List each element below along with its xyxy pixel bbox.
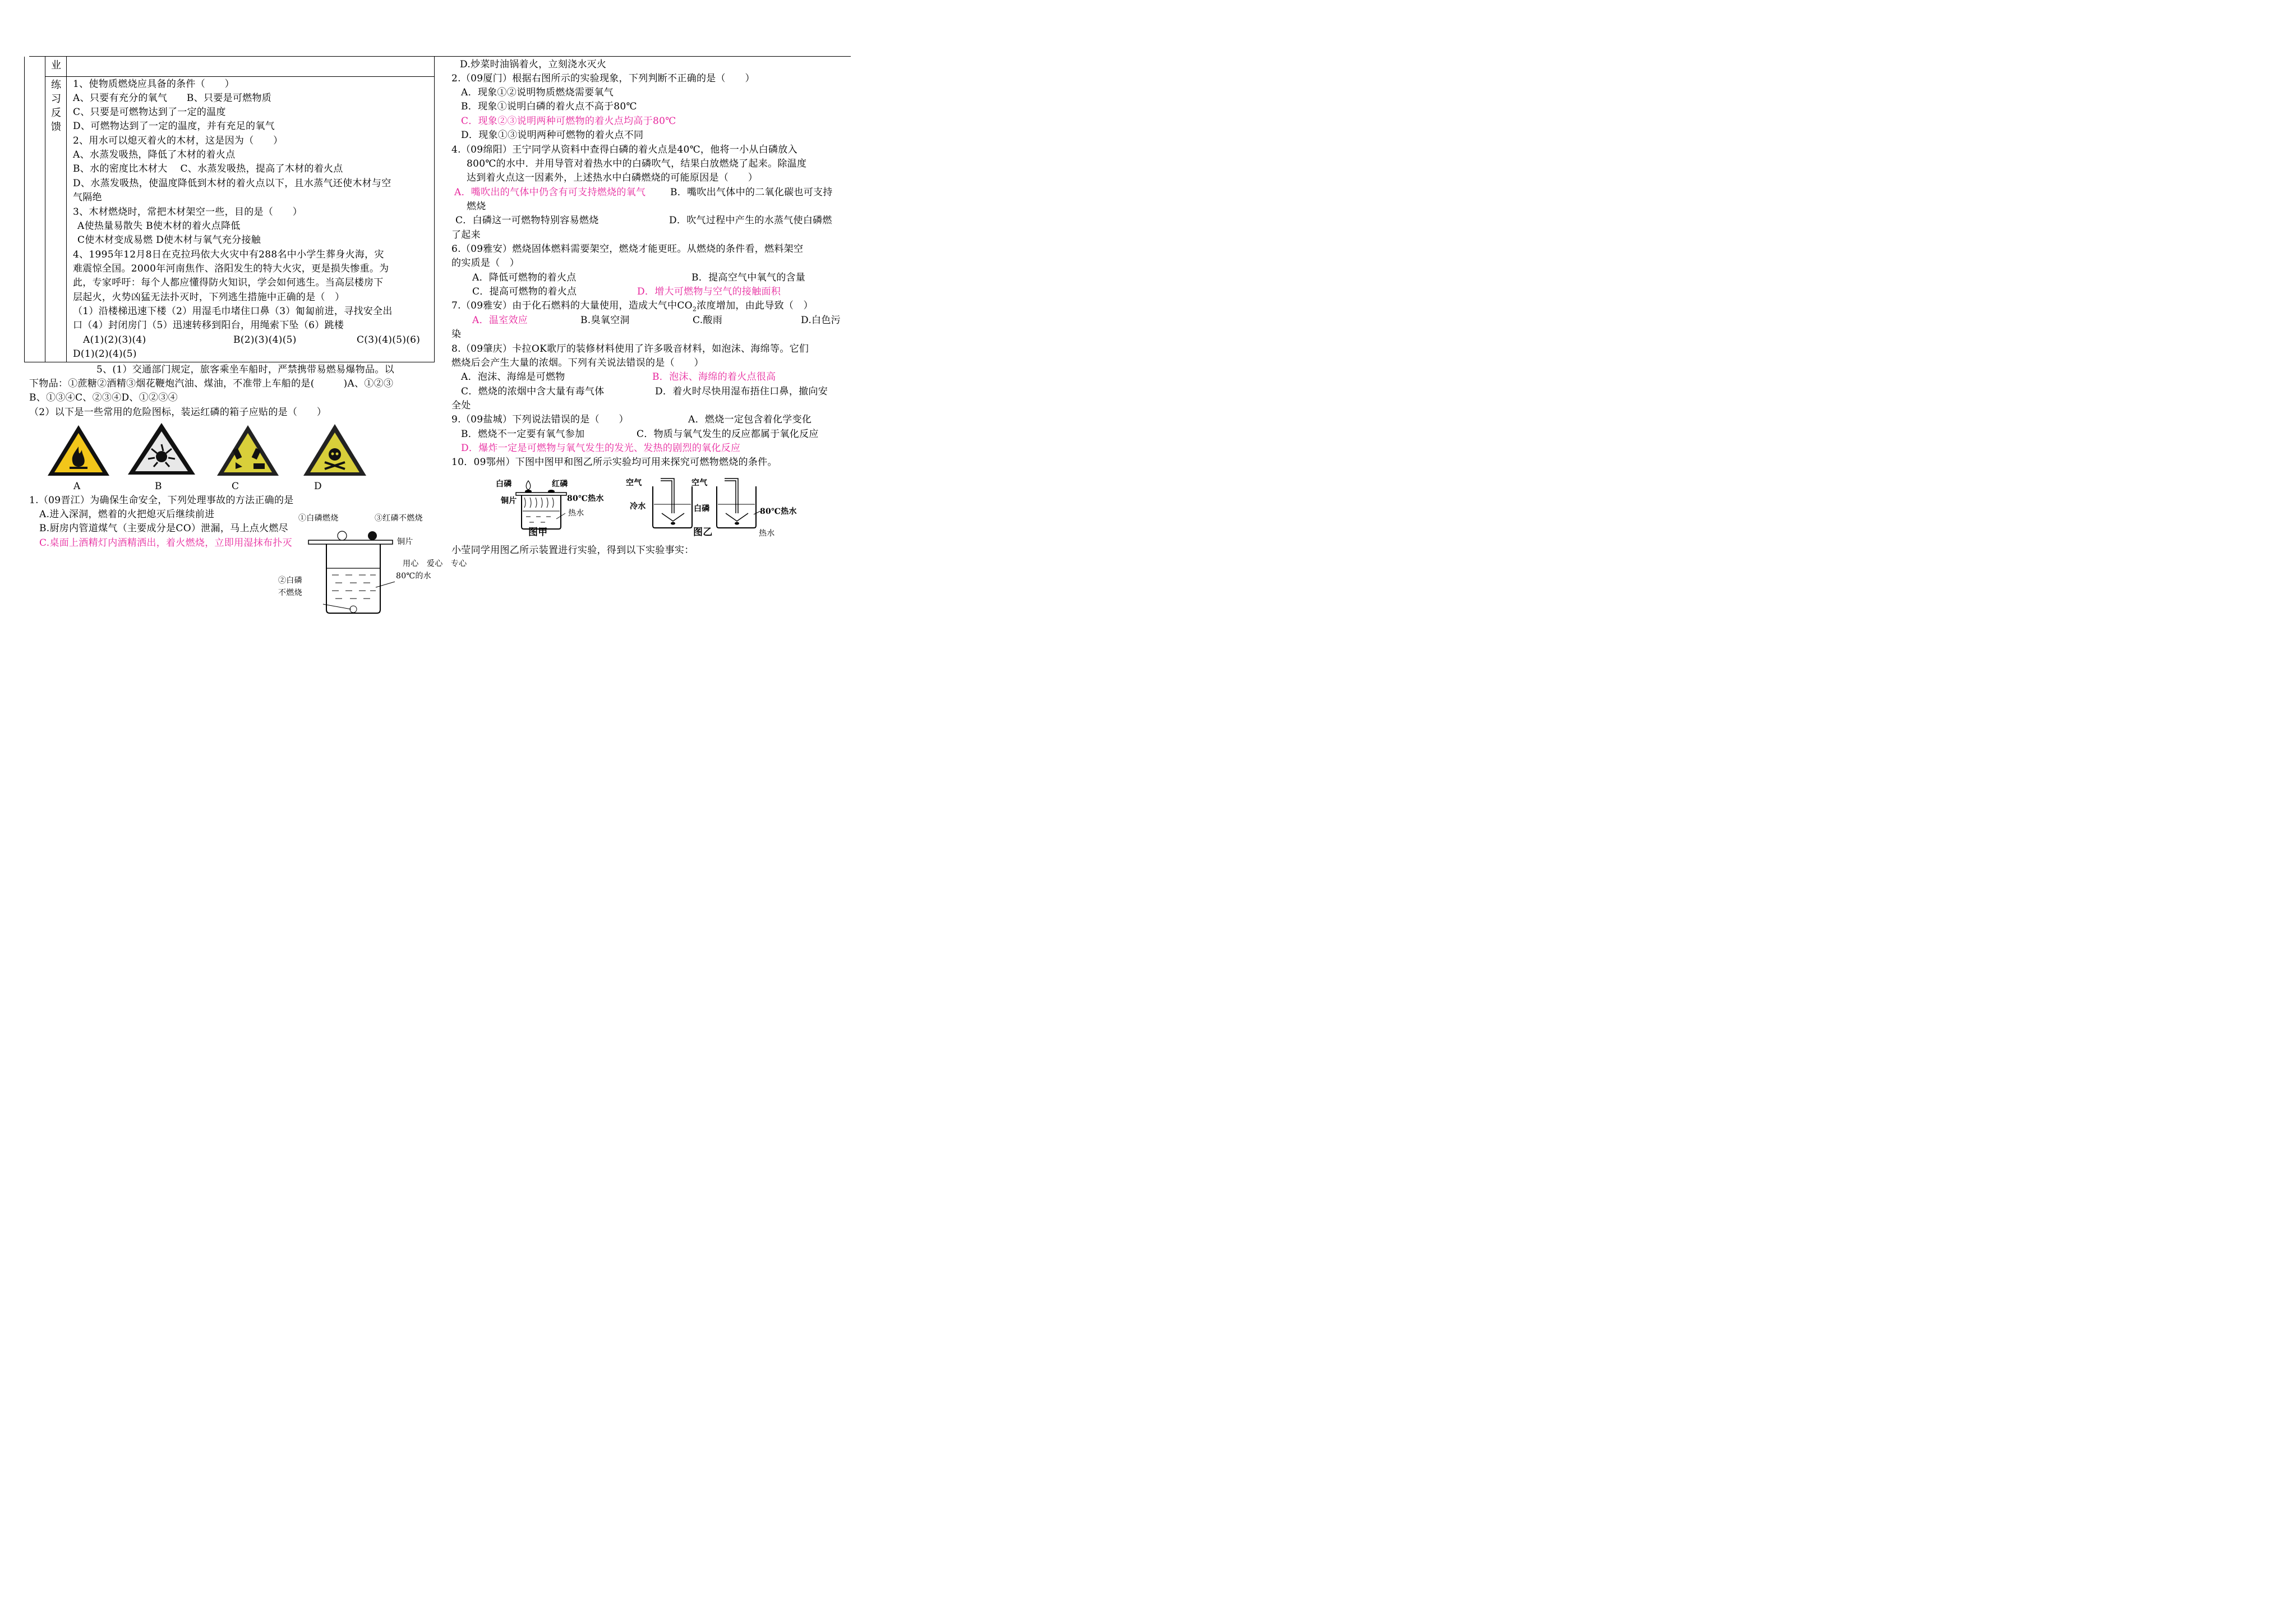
r4-option-d: D．吹气过程中产生的水蒸气使白磷燃 <box>669 215 832 226</box>
question-1: 1、使物质燃烧应具备的条件（ ） <box>73 79 234 90</box>
label-copper: 铜片 <box>397 537 413 546</box>
jia-caption: 图甲 <box>528 527 548 538</box>
q2-option-d: D、水蒸发吸热，使温度降低到木材的着火点以下，且水蒸气还使木材与空 <box>73 178 391 189</box>
q1-option-d: D、可燃物达到了一定的温度，并有充足的氧气 <box>73 121 275 132</box>
jia-label-copper: 铜片 <box>501 496 517 505</box>
r4-option-c: C．白磷这一可燃物特别容易燃烧 <box>455 215 599 226</box>
question-4-line3: 此，专家呼吁：每个人都应懂得防火知识，学会如何逃生。当高层楼房下 <box>73 277 384 288</box>
question-4-line5: （1）沿楼梯迅速下楼（2）用湿毛巾堵住口鼻（3）匍匐前进，寻找安全出 <box>73 306 393 317</box>
table-right-border <box>434 57 435 362</box>
yi-label-air-right: 空气 <box>691 479 708 487</box>
label-red-noburn: ③红磷不燃烧 <box>375 514 423 523</box>
q4-option-a: A(1)(2)(3)(4) <box>83 334 146 346</box>
practice-q1: 1.（09晋江）为确保生命安全，下列处理事故的方法正确的是 <box>29 495 294 506</box>
yi-label-cold: 冷水 <box>630 502 646 511</box>
right-question-10: 10．09鄂州）下图中图甲和图乙所示实验均可用来探究可燃物燃烧的条件。 <box>451 457 777 468</box>
r4-option-d-cont: 了起来 <box>451 229 481 241</box>
right-q1-d: D.炒菜时油锅着火，立刻浇水灭火 <box>460 59 607 70</box>
r7-option-b: B.臭氧空洞 <box>580 315 630 326</box>
question-5-line3: B、①③④C、②③④D、①②③④ <box>29 392 178 403</box>
r7-option-d-cont: 染 <box>451 329 462 340</box>
r6-option-b: B．提高空气中氧气的含量 <box>691 272 806 283</box>
r2-option-d: D．现象①③说明两种可燃物的着火点不同 <box>461 130 644 141</box>
row-label-kui: 馈 <box>51 121 61 133</box>
r4-option-a-answer: A．嘴吹出的气体中仍含有可支持燃烧的氧气 <box>454 187 646 198</box>
q2-option-d-cont: 气隔绝 <box>73 192 102 203</box>
jia-label-hot80: 80℃热水 <box>567 494 604 503</box>
right-question-4-line1: 4.（09绵阳）王宁同学从资料中查得白磷的着火点是40℃，他将一小从白磷放入 <box>451 144 797 155</box>
jia-label-hot: 热水 <box>568 509 584 518</box>
row-label-ye: 业 <box>51 59 61 71</box>
q4-option-c: C(3)(4)(5)(6) <box>357 334 421 346</box>
sign-label-c: C <box>232 481 239 492</box>
right-last-line: 小莹同学用图乙所示装置进行实验，得到以下实验事实： <box>451 545 694 556</box>
r7-option-c: C.酸雨 <box>693 315 723 326</box>
question-4-line4: 层起火，火势凶猛无法扑灭时，下列逃生措施中正确的是（ ） <box>73 292 345 303</box>
r8-option-c: C．燃烧的浓烟中含大量有毒气体 <box>461 386 605 397</box>
r7-co2-subscript: 2 <box>692 305 697 313</box>
question-3: 3、木材燃烧时，常把木材架空一些，目的是（ ） <box>73 206 303 218</box>
table-left-border <box>24 57 25 362</box>
sign-label-d: D <box>314 481 322 492</box>
question-5-line4: （2）以下是一些常用的危险图标，装运红磷的箱子应贴的是（ ） <box>29 407 327 418</box>
r6-option-d-answer: D．增大可燃物与空气的接触面积 <box>637 286 781 297</box>
r6-option-a: A．降低可燃物的着火点 <box>472 272 577 283</box>
r9-option-c: C．物质与氧气发生的反应都属于氧化反应 <box>637 429 819 440</box>
r8-option-d-cont: 全处 <box>451 400 471 411</box>
right-question-2: 2.（09厦门）根据右图所示的实验现象，下列判断不正确的是（ ） <box>451 73 755 84</box>
yi-caption: 图乙 <box>693 527 713 538</box>
question-5-line1: 5、(1）交通部门规定，旅客乘坐车船时，严禁携带易燃易爆物品。以 <box>96 364 394 375</box>
r2-option-a: A．现象①②说明物质燃烧需要氧气 <box>461 87 614 98</box>
yi-label-hot: 热水 <box>759 529 775 538</box>
phosphorus-beaker-figure <box>303 525 404 614</box>
q2-options-bc: B、水的密度比木材大 C、水蒸发吸热，提高了木材的着火点 <box>73 163 343 174</box>
row-label-xi: 习 <box>51 93 61 105</box>
r6-option-c: C．提高可燃物的着火点 <box>472 286 577 297</box>
label-white-under: ②白磷 <box>278 576 302 585</box>
right-question-6-line2: 的实质是（ ） <box>451 257 520 269</box>
question-4-line1: 4、1995年12月8日在克拉玛依大火灾中有288名中小学生葬身火海，灾 <box>73 249 384 260</box>
question-4-line2: 难震惊全国。2000年河南焦作、洛阳发生的特大火灾，更是损失惨重。为 <box>73 263 389 274</box>
toxic-sign-icon <box>303 424 366 476</box>
r7-option-a-answer: A．温室效应 <box>472 315 528 326</box>
right-question-4-line2: 800℃的水中．并用导管对着热水中的白磷吹气，结果白放燃烧了起来。除温度 <box>467 158 807 169</box>
q1-option-c: C、只要是可燃物达到了一定的温度 <box>73 107 226 118</box>
practice-q1-c-answer: C.桌面上酒精灯内酒精洒出，着火燃烧，立即用湿抹布扑灭 <box>39 537 292 549</box>
r8-option-d: D．着火时尽快用湿布捂住口鼻，撤向安 <box>655 386 828 397</box>
practice-q1-b: B.厨房内管道煤气（主要成分是CO）泄漏，马上点火燃尽 <box>39 523 288 534</box>
q4-option-b: B(2)(3)(4)(5) <box>233 334 297 346</box>
q4-option-d: D(1)(2)(4)(5) <box>73 348 137 360</box>
sign-label-b: B <box>155 481 162 492</box>
jia-label-white: 白磷 <box>496 480 512 489</box>
question-4-line6: 口（4）封闭房门（5）迅速转移到阳台，用绳索下坠（6）跳楼 <box>73 320 344 331</box>
r7-option-d: D.白色污 <box>801 315 841 326</box>
right-question-9: 9.（09盐城）下列说法错误的是（ ） <box>451 414 629 425</box>
r9-option-d-answer: D．爆炸一定是可燃物与氧气发生的发光、发热的剧烈的氧化反应 <box>461 443 741 454</box>
question-2: 2、用水可以熄灭着火的木材，这是因为（ ） <box>73 135 283 146</box>
label-water-80: 80℃的水 <box>396 572 431 581</box>
right-question-8-line1: 8.（09肇庆）卡拉OK歌厅的装修材料使用了许多吸音材料，如泡沫、海绵等。它们 <box>451 343 809 355</box>
yi-label-hot80: 80℃热水 <box>760 507 797 516</box>
yi-label-air-left: 空气 <box>626 479 642 487</box>
q3-options-ab: A使热量易散失 B使木材的着火点降低 <box>77 220 241 232</box>
yi-label-white: 白磷 <box>694 504 710 513</box>
r9-option-a: A．燃烧一定包含着化学变化 <box>688 414 812 425</box>
flammable-sign-icon <box>48 425 109 476</box>
right-question-7 <box>451 300 813 315</box>
table-row-divider <box>45 76 435 77</box>
sign-label-a: A <box>73 481 81 492</box>
right-question-8-line2: 燃烧后会产生大量的浓烟。下列有关说法错误的是（ ） <box>451 357 704 369</box>
q2-option-a: A、水蒸发吸热，降低了木材的着火点 <box>73 149 236 160</box>
r4-option-b: B．嘴吹出气体中的二氧化碳也可支持 <box>670 187 833 198</box>
top-rule <box>29 56 851 57</box>
q3-options-cd: C使木材变成易燃 D使木材与氧气充分接触 <box>77 234 261 246</box>
label-white-burn: ①白磷燃烧 <box>298 514 339 523</box>
slogan: 用心 爱心 专心 <box>403 559 467 568</box>
table-col-b <box>66 57 67 362</box>
question-5-line2: 下物品：①蔗糖②酒精③烟花鞭炮汽油、煤油，不准带上车船的是( )A、①②③ <box>29 378 394 389</box>
explosive-sign-icon <box>128 423 195 475</box>
q1-options-ab: A、只要有充分的氧气 B、只要是可燃物质 <box>73 93 272 104</box>
practice-q1-a: A.进入深洞，燃着的火把熄灭后继续前进 <box>39 509 215 520</box>
jia-label-red: 红磷 <box>552 480 568 489</box>
r8-option-b-answer: B．泡沫、海绵的着火点很高 <box>652 371 776 383</box>
r9-option-b: B．燃烧不一定要有氧气参加 <box>461 429 585 440</box>
hazard-signs <box>45 422 381 481</box>
row-label-fan: 反 <box>51 107 61 119</box>
r4-option-b-cont: 燃烧 <box>467 201 486 212</box>
r8-option-a: A．泡沫、海绵是可燃物 <box>461 371 565 383</box>
label-not-burning: 不燃烧 <box>278 588 302 597</box>
right-question-4-line3: 达到着火点这一因素外，上述热水中白磷燃烧的可能原因是（ ） <box>467 172 758 183</box>
r2-option-c-answer: C．现象②③说明两种可燃物的着火点均高于80℃ <box>461 116 676 127</box>
row-label-lian: 练 <box>51 79 61 91</box>
r7-text-post: 浓度增加，由此导致（ ） <box>697 300 813 311</box>
r7-text-pre: 7.（09雅安）由于化石燃料的大量使用，造成大气中CO <box>451 300 693 311</box>
r2-option-b: B．现象①说明白磷的着火点不高于80℃ <box>461 101 637 112</box>
right-question-6-line1: 6.（09雅安）燃烧固体燃料需要架空，燃烧才能更旺。从燃烧的条件看，燃料架空 <box>451 243 804 255</box>
corrosive-sign-icon <box>217 425 279 476</box>
